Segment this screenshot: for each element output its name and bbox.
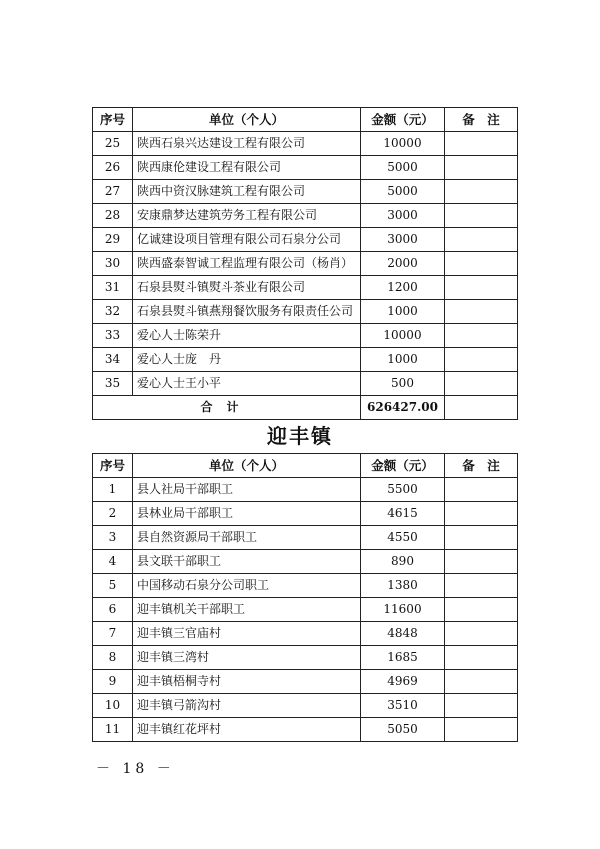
row-unit-name: 陕西盛泰智诚工程监理有限公司（杨肖） bbox=[133, 252, 361, 276]
row-index: 7 bbox=[93, 622, 133, 646]
row-amount: 1000 bbox=[361, 348, 445, 372]
row-amount: 4969 bbox=[361, 670, 445, 694]
row-amount: 500 bbox=[361, 372, 445, 396]
row-index: 27 bbox=[93, 180, 133, 204]
row-amount: 4615 bbox=[361, 502, 445, 526]
row-unit-name: 石泉县熨斗镇熨斗茶业有限公司 bbox=[133, 276, 361, 300]
row-note bbox=[445, 300, 518, 324]
row-note bbox=[445, 478, 518, 502]
row-index: 8 bbox=[93, 646, 133, 670]
row-note bbox=[445, 252, 518, 276]
table-row bbox=[93, 550, 518, 574]
row-unit-name: 石泉县熨斗镇燕翔餐饮服务有限责任公司 bbox=[133, 300, 361, 324]
row-note bbox=[445, 156, 518, 180]
table-row bbox=[93, 252, 518, 276]
row-unit-name: 迎丰镇弓箭沟村 bbox=[133, 694, 361, 718]
row-note bbox=[445, 646, 518, 670]
row-note bbox=[445, 670, 518, 694]
row-index: 25 bbox=[93, 132, 133, 156]
row-note bbox=[445, 372, 518, 396]
table-row bbox=[93, 300, 518, 324]
row-unit-name: 陕西石泉兴达建设工程有限公司 bbox=[133, 132, 361, 156]
row-note bbox=[445, 694, 518, 718]
row-unit-name: 迎丰镇红花坪村 bbox=[133, 718, 361, 742]
table-row bbox=[93, 670, 518, 694]
row-unit-name: 县自然资源局干部职工 bbox=[133, 526, 361, 550]
table-row bbox=[93, 180, 518, 204]
donation-table-1 bbox=[92, 107, 518, 420]
table-header-row bbox=[93, 108, 518, 132]
row-unit-name: 亿诚建设项目管理有限公司石泉分公司 bbox=[133, 228, 361, 252]
row-index: 31 bbox=[93, 276, 133, 300]
row-note bbox=[445, 718, 518, 742]
row-note bbox=[445, 348, 518, 372]
row-index: 6 bbox=[93, 598, 133, 622]
row-note bbox=[445, 526, 518, 550]
row-note bbox=[445, 132, 518, 156]
row-unit-name: 爱心人士庞 丹 bbox=[133, 348, 361, 372]
header-note: 备 注 bbox=[445, 108, 518, 132]
row-unit-name: 爱心人士陈荣升 bbox=[133, 324, 361, 348]
row-unit-name: 陕西康伦建设工程有限公司 bbox=[133, 156, 361, 180]
row-note bbox=[445, 598, 518, 622]
total-row bbox=[93, 396, 518, 420]
table-row bbox=[93, 622, 518, 646]
row-index: 2 bbox=[93, 502, 133, 526]
row-index: 34 bbox=[93, 348, 133, 372]
table-row bbox=[93, 718, 518, 742]
total-amount: 626427.00 bbox=[361, 396, 445, 420]
row-index: 1 bbox=[93, 478, 133, 502]
row-index: 26 bbox=[93, 156, 133, 180]
row-index: 28 bbox=[93, 204, 133, 228]
row-amount: 11600 bbox=[361, 598, 445, 622]
row-index: 4 bbox=[93, 550, 133, 574]
row-amount: 1000 bbox=[361, 300, 445, 324]
total-label: 合计 bbox=[93, 396, 361, 420]
row-unit-name: 迎丰镇三官庙村 bbox=[133, 622, 361, 646]
table-row bbox=[93, 276, 518, 300]
row-unit-name: 县林业局干部职工 bbox=[133, 502, 361, 526]
row-index: 29 bbox=[93, 228, 133, 252]
row-amount: 10000 bbox=[361, 324, 445, 348]
row-note bbox=[445, 574, 518, 598]
row-index: 30 bbox=[93, 252, 133, 276]
row-unit-name: 中国移动石泉分公司职工 bbox=[133, 574, 361, 598]
row-amount: 4550 bbox=[361, 526, 445, 550]
total-note bbox=[445, 396, 518, 420]
header-amount: 金额（元） bbox=[361, 108, 445, 132]
table-row bbox=[93, 228, 518, 252]
page-number: － 18 － bbox=[96, 761, 175, 777]
row-amount: 5050 bbox=[361, 718, 445, 742]
row-index: 10 bbox=[93, 694, 133, 718]
table-row bbox=[93, 132, 518, 156]
header-note: 备 注 bbox=[445, 454, 518, 478]
row-amount: 5000 bbox=[361, 180, 445, 204]
row-amount: 1380 bbox=[361, 574, 445, 598]
row-unit-name: 县人社局干部职工 bbox=[133, 478, 361, 502]
table-row bbox=[93, 502, 518, 526]
header-amount: 金额（元） bbox=[361, 454, 445, 478]
table-row bbox=[93, 156, 518, 180]
row-note bbox=[445, 180, 518, 204]
header-index: 序号 bbox=[93, 108, 133, 132]
header-unit: 单位（个人） bbox=[133, 454, 361, 478]
row-note bbox=[445, 204, 518, 228]
row-unit-name: 迎丰镇三湾村 bbox=[133, 646, 361, 670]
header-unit: 单位（个人） bbox=[133, 108, 361, 132]
row-note bbox=[445, 622, 518, 646]
row-amount: 1685 bbox=[361, 646, 445, 670]
table-row bbox=[93, 372, 518, 396]
row-amount: 890 bbox=[361, 550, 445, 574]
row-amount: 1200 bbox=[361, 276, 445, 300]
table-row bbox=[93, 694, 518, 718]
row-amount: 3000 bbox=[361, 228, 445, 252]
row-note bbox=[445, 228, 518, 252]
row-amount: 3510 bbox=[361, 694, 445, 718]
row-note bbox=[445, 324, 518, 348]
row-note bbox=[445, 502, 518, 526]
table-row bbox=[93, 204, 518, 228]
row-unit-name: 陕西中资汉脉建筑工程有限公司 bbox=[133, 180, 361, 204]
row-amount: 5500 bbox=[361, 478, 445, 502]
table-row bbox=[93, 574, 518, 598]
row-unit-name: 爱心人士王小平 bbox=[133, 372, 361, 396]
row-amount: 5000 bbox=[361, 156, 445, 180]
row-amount: 4848 bbox=[361, 622, 445, 646]
row-unit-name: 迎丰镇梧桐寺村 bbox=[133, 670, 361, 694]
table-row bbox=[93, 646, 518, 670]
row-index: 11 bbox=[93, 718, 133, 742]
table-row bbox=[93, 478, 518, 502]
row-unit-name: 县文联干部职工 bbox=[133, 550, 361, 574]
row-amount: 10000 bbox=[361, 132, 445, 156]
donation-table-2 bbox=[92, 453, 518, 742]
header-index: 序号 bbox=[93, 454, 133, 478]
row-index: 32 bbox=[93, 300, 133, 324]
table-header-row bbox=[93, 454, 518, 478]
row-index: 9 bbox=[93, 670, 133, 694]
row-index: 3 bbox=[93, 526, 133, 550]
row-amount: 3000 bbox=[361, 204, 445, 228]
row-unit-name: 安康鼎梦达建筑劳务工程有限公司 bbox=[133, 204, 361, 228]
table-row bbox=[93, 324, 518, 348]
row-note bbox=[445, 550, 518, 574]
row-amount: 2000 bbox=[361, 252, 445, 276]
row-note bbox=[445, 276, 518, 300]
row-index: 5 bbox=[93, 574, 133, 598]
table-row bbox=[93, 598, 518, 622]
row-index: 33 bbox=[93, 324, 133, 348]
table-row bbox=[93, 348, 518, 372]
row-index: 35 bbox=[93, 372, 133, 396]
row-unit-name: 迎丰镇机关干部职工 bbox=[133, 598, 361, 622]
table-row bbox=[93, 526, 518, 550]
section-title: 迎丰镇 bbox=[267, 424, 333, 448]
